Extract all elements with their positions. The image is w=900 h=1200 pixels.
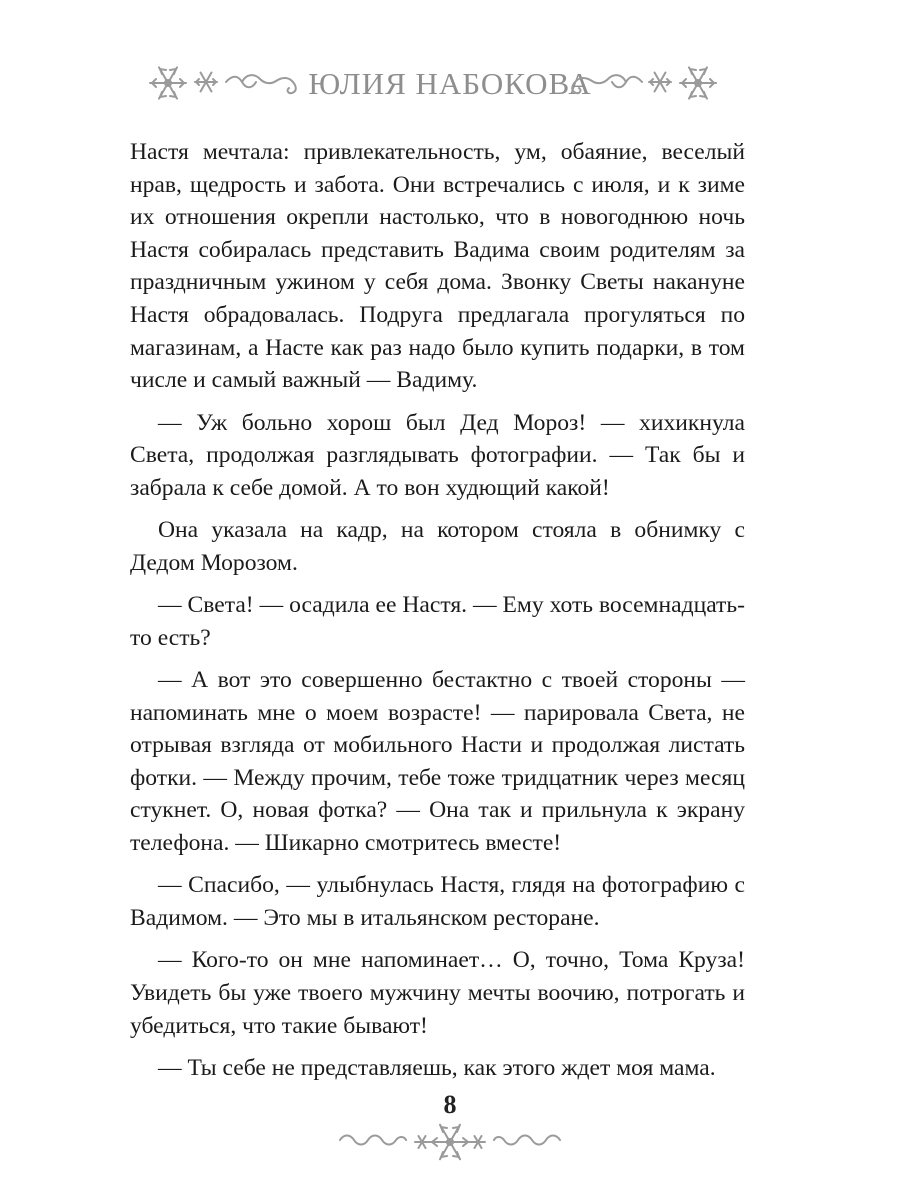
paragraph: Она указала на кадр, на котором стояла в обнимку с Дедом Морозом. bbox=[130, 517, 745, 576]
paragraph: — Спасибо, — улыбнулась Настя, глядя на фотографию с Вадимом. — Это мы в итальянском ресторане. bbox=[130, 872, 745, 932]
page-number: 8 bbox=[443, 1090, 457, 1119]
paragraph: — Ты себе не представляешь, как этого ждет моя мама. bbox=[158, 1055, 716, 1082]
paragraph: — Кого-то он мне напоминает… О, точно, Тома Круза! Увидеть бы уже твоего мужчину мечты воочию, потрогать и убедиться, что такие бывают! bbox=[130, 947, 745, 1039]
right-snowflake-ornament-icon bbox=[548, 52, 728, 112]
author-name: ЮЛИЯ НАБОКОВА bbox=[308, 66, 592, 101]
running-header bbox=[0, 52, 900, 112]
paragraph: Настя мечтала: привлекательность, ум, обаяние, веселый нрав, щедрость и забота. Они встречались с июля, и к зиме их отношения окрепли настолько, что в новогоднюю ночь Настя собиралась представить Вадима своим родителям за праздничным ужином у себя дома. Звонку Светы накануне Настя обрадовалась. Подруга предлагала прогуляться по магазинам, а Насте как раз надо было купить подарки, в том числе и самый важный — Вадиму. bbox=[130, 139, 745, 394]
paragraph: — Света! — осадила ее Настя. — Ему хоть восемнадцать-то есть? bbox=[130, 592, 745, 651]
paragraph: — А вот это совершенно бестактно с твоей стороны — напоминать мне о моем возрасте! — парировала Света, не отрывая взгляда от мобильного Насти и продолжая листать фотки. — Между прочим, тебе тоже тридцатник через месяц стукнет. О, новая фотка? — Она так и прильнула к экрану телефона. — Шикарно смотритесь вместе! bbox=[130, 667, 745, 857]
paragraph: — Уж больно хорош был Дед Мороз! — хихикнула Света, продолжая разглядывать фотографии. — Так бы и забрала к себе домой. А то вон худющий какой! bbox=[130, 409, 745, 501]
footer-snowflake-ornament-icon bbox=[330, 1118, 570, 1168]
page-body bbox=[130, 136, 745, 1085]
